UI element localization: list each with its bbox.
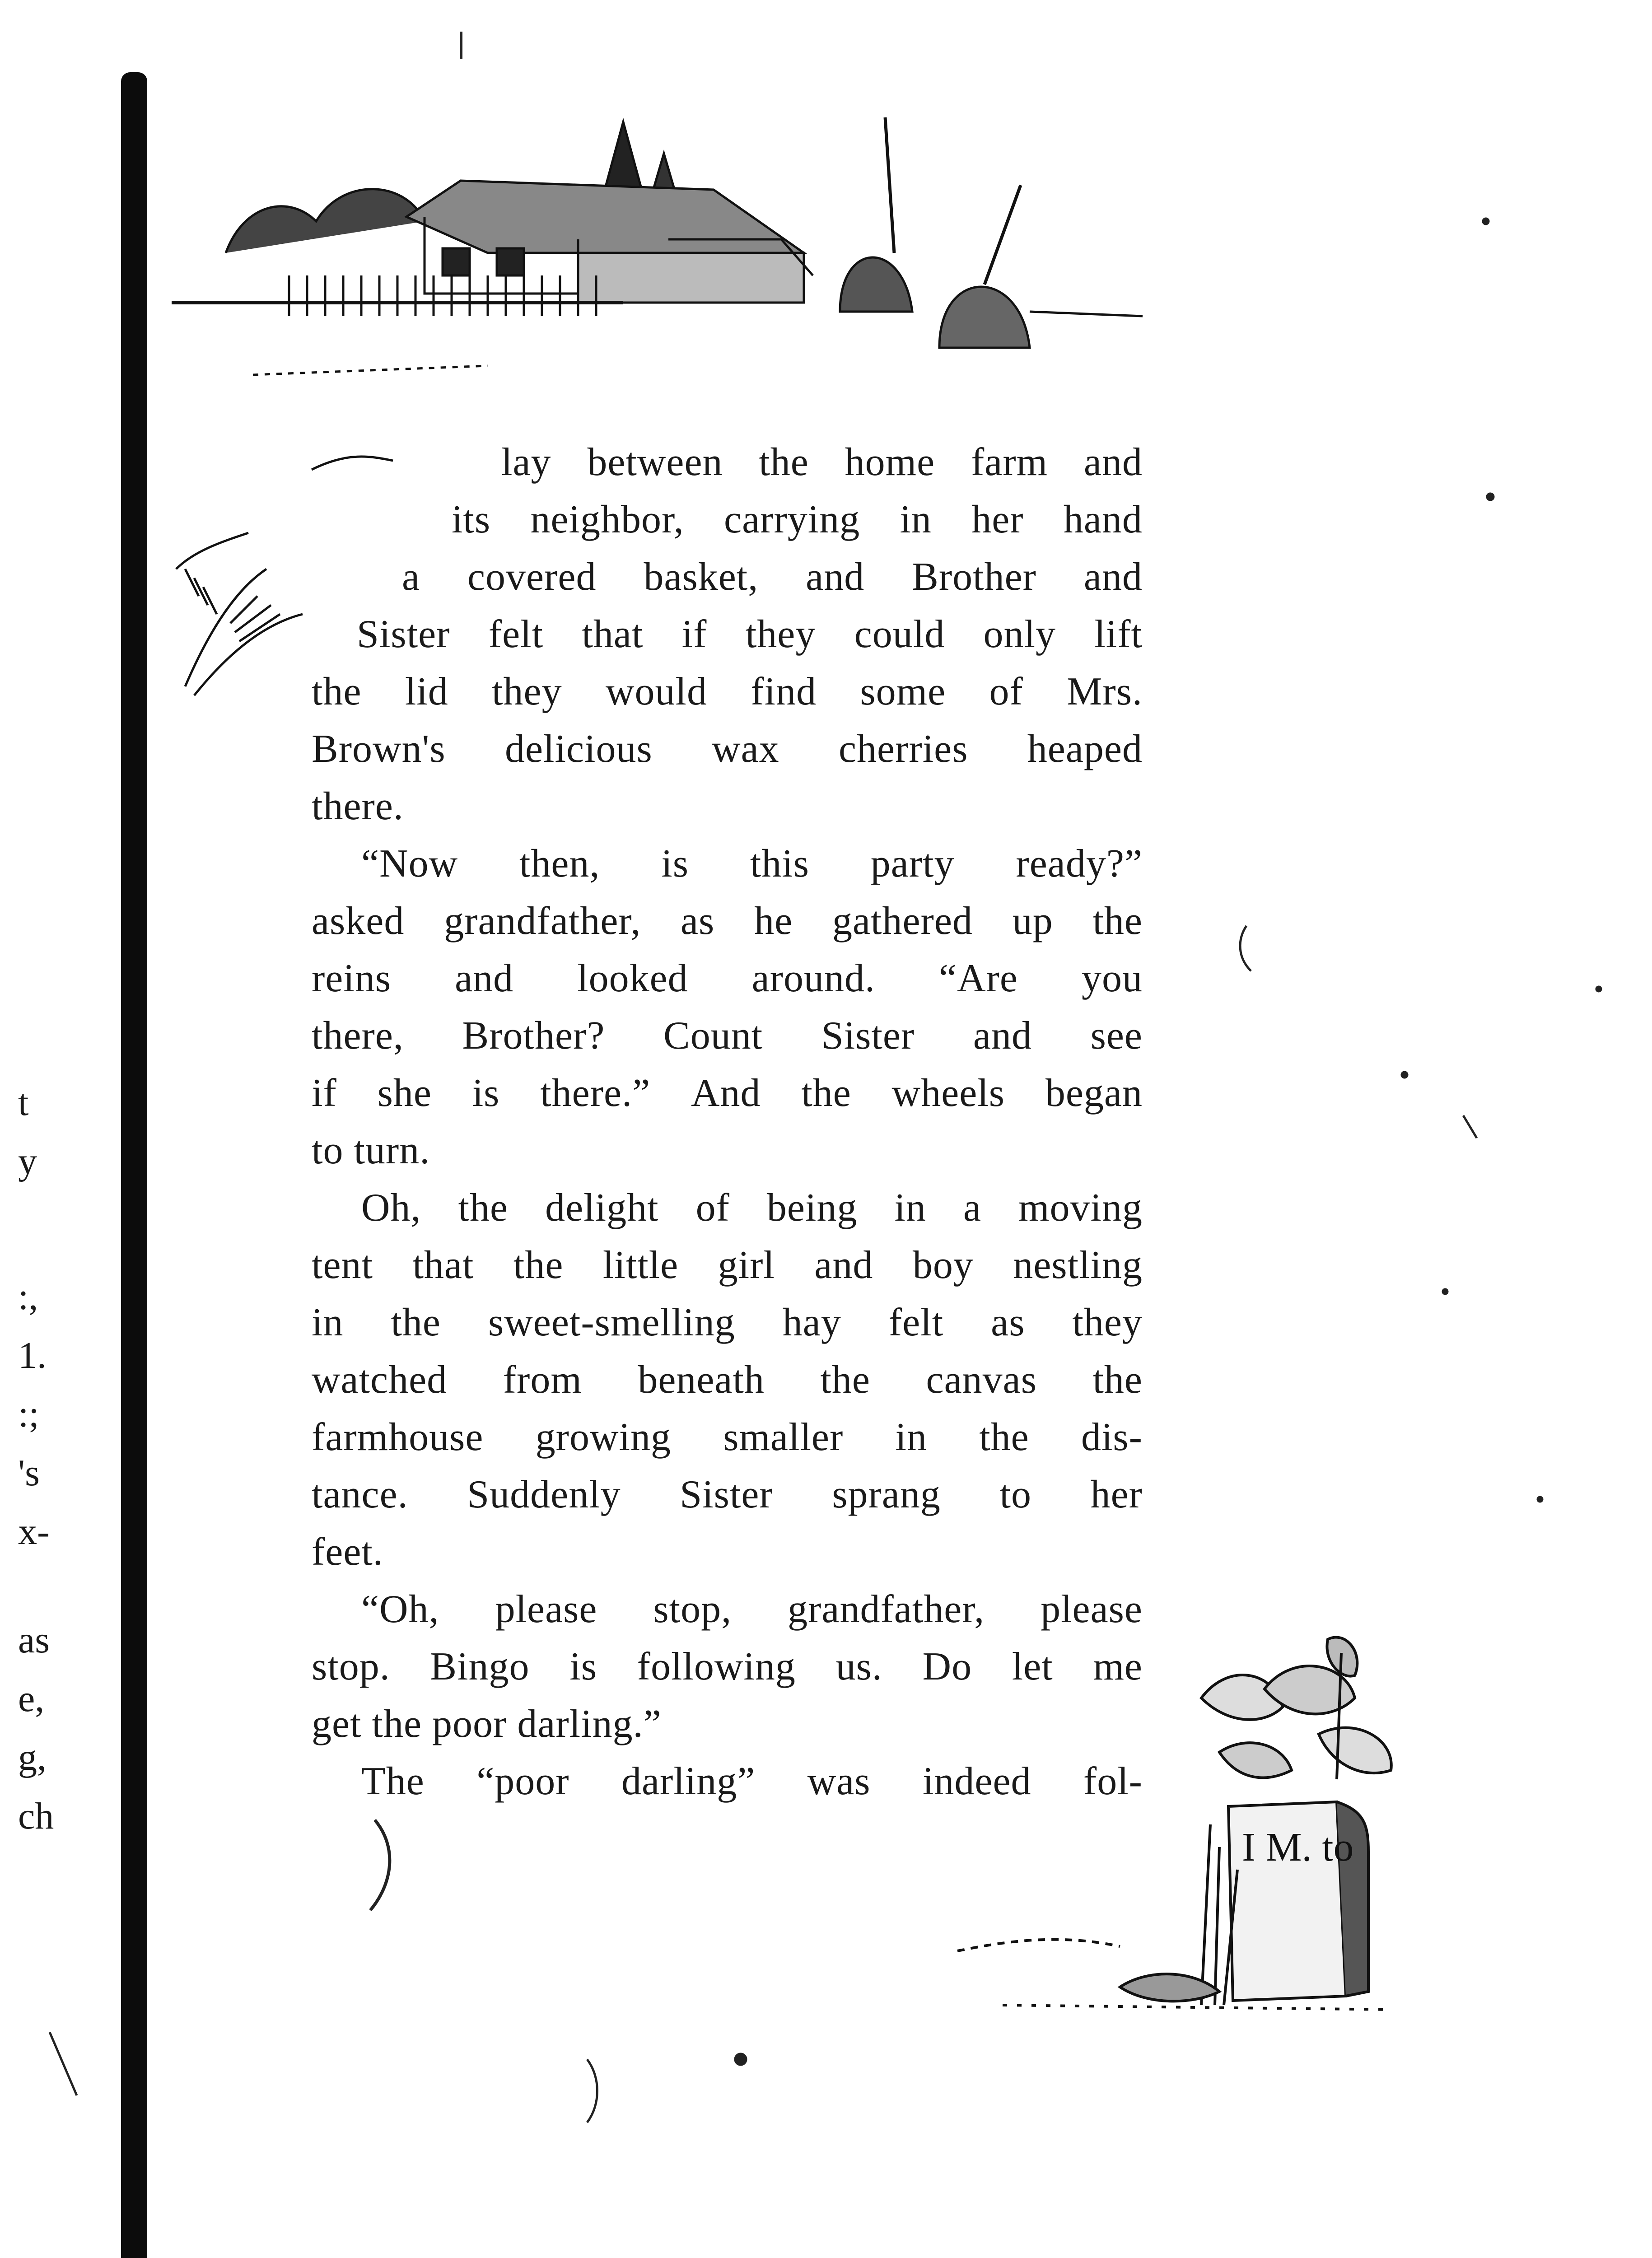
word: the — [458, 1186, 509, 1230]
word: and — [1083, 555, 1143, 599]
word: home — [845, 440, 935, 484]
word: if — [681, 612, 707, 656]
word: Suddenly — [467, 1473, 621, 1516]
word: grandfather, — [444, 899, 641, 943]
fragment: x- — [18, 1511, 50, 1553]
top-tick-mark — [460, 32, 462, 59]
word: that — [412, 1243, 474, 1287]
word: gathered — [832, 899, 973, 943]
fragment: ch — [18, 1795, 54, 1837]
word: and — [806, 555, 865, 599]
word: the — [513, 1243, 564, 1287]
word: “Are — [939, 956, 1018, 1000]
word: growing — [535, 1415, 671, 1459]
facing-page-fragments — [0, 1084, 117, 1852]
word: me — [1093, 1645, 1143, 1689]
milestone-illustration — [948, 1635, 1405, 2041]
word: “Now — [361, 842, 458, 886]
word: the — [979, 1415, 1029, 1459]
word: us. — [835, 1645, 882, 1689]
word: lid — [405, 670, 448, 714]
word: could — [854, 612, 945, 656]
word: hay — [782, 1301, 841, 1344]
word: between — [587, 440, 723, 484]
text-line — [312, 1064, 1143, 1122]
word: girl — [718, 1243, 775, 1287]
word: Sister — [680, 1473, 773, 1516]
word: is — [472, 1071, 500, 1115]
fragment: g, — [18, 1736, 47, 1778]
word: he — [754, 899, 793, 943]
word: a — [963, 1186, 982, 1230]
word: following — [637, 1645, 796, 1689]
word: looked — [577, 956, 688, 1000]
word: the — [801, 1071, 851, 1115]
word: a — [402, 555, 420, 599]
word: being — [766, 1186, 858, 1230]
word: as — [680, 899, 715, 943]
word: cherries — [838, 727, 968, 771]
text-line — [312, 663, 1143, 720]
word: darling” — [621, 1759, 756, 1803]
word: is — [661, 842, 689, 886]
word: wax — [712, 727, 779, 771]
word: Do — [922, 1645, 972, 1689]
word: and — [814, 1243, 873, 1287]
fragment: y — [18, 1140, 37, 1182]
word: that — [582, 612, 644, 656]
text-line — [312, 434, 1143, 491]
word: to — [999, 1473, 1031, 1516]
binding-edge — [121, 72, 147, 2258]
text-line — [312, 720, 1143, 778]
word: sprang — [832, 1473, 941, 1516]
word: of — [695, 1186, 730, 1230]
word: little — [602, 1243, 679, 1287]
word: is — [569, 1645, 597, 1689]
word: then, — [519, 842, 600, 886]
text-line — [312, 548, 1143, 606]
word: Brother? — [462, 1014, 605, 1058]
word: the — [820, 1358, 870, 1402]
word: you — [1082, 956, 1143, 1000]
word: tance. — [312, 1473, 408, 1516]
word: boy — [912, 1243, 974, 1287]
text-line — [312, 1294, 1143, 1351]
word: Count — [663, 1014, 763, 1058]
word: please — [1041, 1587, 1143, 1631]
word: its — [452, 498, 491, 541]
word: grandfather, — [788, 1587, 985, 1631]
word: Brown's — [312, 727, 446, 771]
word: beneath — [638, 1358, 765, 1402]
word: she — [377, 1071, 432, 1115]
word: felt — [488, 612, 544, 656]
word: the — [1092, 1358, 1143, 1402]
text-line — [312, 892, 1143, 950]
word: delight — [545, 1186, 659, 1230]
word: of — [989, 670, 1023, 714]
word: tent — [312, 1243, 373, 1287]
word: felt — [888, 1301, 944, 1344]
word: indeed — [922, 1759, 1031, 1803]
word: there, — [312, 1014, 404, 1058]
text-line — [312, 950, 1143, 1007]
word: please — [495, 1587, 597, 1631]
fragment: :; — [18, 1393, 39, 1435]
word: dis- — [1081, 1415, 1143, 1459]
fragment: 1. — [18, 1334, 47, 1376]
word: Mrs. — [1067, 670, 1143, 714]
word: would — [605, 670, 707, 714]
word: The — [361, 1759, 425, 1803]
word: hand — [1063, 498, 1143, 541]
word: ready?” — [1016, 842, 1143, 886]
word: find — [751, 670, 817, 714]
word: as — [991, 1301, 1025, 1344]
word: this — [750, 842, 809, 886]
word: the — [312, 670, 362, 714]
word: Brother — [912, 555, 1036, 599]
word: only — [983, 612, 1056, 656]
word: fol- — [1083, 1759, 1143, 1803]
fragment: as — [18, 1619, 50, 1661]
text-line: to turn. — [312, 1129, 430, 1172]
text-line — [312, 1409, 1143, 1466]
text-line — [312, 1466, 1143, 1523]
word: the — [759, 440, 809, 484]
word: farm — [971, 440, 1048, 484]
text-line — [312, 491, 1143, 548]
word: let — [1012, 1645, 1053, 1689]
word: see — [1090, 1014, 1143, 1058]
body-text — [312, 434, 1143, 1810]
word: Bingo — [430, 1645, 530, 1689]
word: they — [492, 670, 562, 714]
word: up — [1012, 899, 1053, 943]
word: Sister — [357, 612, 450, 656]
word: canvas — [926, 1358, 1037, 1402]
word: in — [900, 498, 932, 541]
word: around. — [751, 956, 876, 1000]
word: asked — [312, 899, 405, 943]
word: from — [503, 1358, 582, 1402]
word: watched — [312, 1358, 448, 1402]
word: neighbor, — [530, 498, 684, 541]
word: they — [1072, 1301, 1143, 1344]
word: and — [973, 1014, 1032, 1058]
word: in — [894, 1186, 926, 1230]
word: lift — [1094, 612, 1143, 656]
word: nestling — [1013, 1243, 1143, 1287]
word: and — [1083, 440, 1143, 484]
word: sweet-smelling — [488, 1301, 735, 1344]
word: covered — [467, 555, 597, 599]
text-line — [312, 1179, 1143, 1236]
word: farmhouse — [312, 1415, 484, 1459]
word: stop, — [653, 1587, 732, 1631]
fragment: e, — [18, 1678, 45, 1720]
word: was — [807, 1759, 871, 1803]
word: party — [870, 842, 955, 886]
word: in — [312, 1301, 344, 1344]
farmhouse-illustration — [172, 104, 1147, 393]
text-line — [312, 1581, 1143, 1638]
word: smaller — [723, 1415, 844, 1459]
word: they — [745, 612, 816, 656]
fragment: t — [18, 1082, 29, 1124]
text-line: get the poor darling.” — [312, 1702, 662, 1746]
text-line — [312, 1236, 1143, 1294]
word: her — [1090, 1473, 1143, 1516]
word: carrying — [724, 498, 860, 541]
word: and — [455, 956, 514, 1000]
text-line: feet. — [312, 1530, 383, 1574]
word: there.” — [540, 1071, 651, 1115]
text-line — [312, 1351, 1143, 1409]
word: wheels — [891, 1071, 1005, 1115]
word: Sister — [821, 1014, 915, 1058]
word: delicious — [504, 727, 653, 771]
word: moving — [1018, 1186, 1143, 1230]
word: basket, — [644, 555, 759, 599]
word: stop. — [312, 1645, 390, 1689]
text-line — [312, 835, 1143, 892]
word: heaped — [1027, 727, 1143, 771]
fragment: 's — [18, 1452, 40, 1494]
word: her — [971, 498, 1024, 541]
word: reins — [312, 956, 392, 1000]
text-line: there. — [312, 784, 404, 828]
word: the — [391, 1301, 441, 1344]
word: And — [691, 1071, 761, 1115]
word: “Oh, — [361, 1587, 439, 1631]
fragment: :, — [18, 1276, 38, 1318]
word: if — [312, 1071, 337, 1115]
word: in — [895, 1415, 927, 1459]
word: the — [1092, 899, 1143, 943]
word: began — [1045, 1071, 1143, 1115]
text-line — [312, 606, 1143, 663]
word: some — [860, 670, 946, 714]
word: “poor — [476, 1759, 569, 1803]
word: lay — [501, 440, 551, 484]
word: Oh, — [361, 1186, 421, 1230]
milestone-inscription: I M. to — [1242, 1825, 1354, 1870]
text-line — [312, 1007, 1143, 1064]
